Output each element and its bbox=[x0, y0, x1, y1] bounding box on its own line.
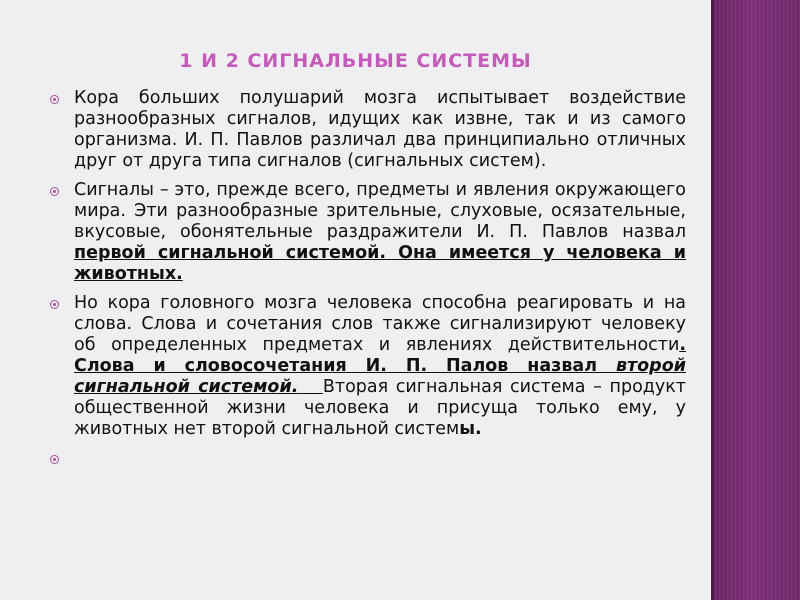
underlined-gap bbox=[298, 377, 323, 397]
bullet-text-3-dot: . bbox=[679, 335, 686, 355]
bullet-text-1: Кора больших полушарий мозга испытывает воздействие разнообразных сигналов, идущих как извне, так и из самого организма. И. П. Павлов различал два принципиально отличных друг от друга типа сигналов (сигнальных систем). bbox=[74, 88, 686, 171]
bullet-text-3: Но кора головного мозга человека способна реагировать и на слова. Слова и сочетания слов также сигнализируют человеку об определенных предметах и явлениях действительности bbox=[74, 293, 686, 355]
second-signal-system-intro: Слова и словосочетания И. П. Палов назвал bbox=[74, 356, 616, 376]
bullet-icon bbox=[50, 187, 59, 196]
bullet-item-2 bbox=[46, 180, 686, 285]
bullet-icon bbox=[50, 95, 59, 104]
first-signal-system-definition: первой сигнальной системой. Она имеется у человека и животных. bbox=[74, 243, 686, 284]
decorative-side-bar bbox=[711, 0, 800, 600]
bullet-text-3-tail-end: ы. bbox=[459, 419, 482, 439]
slide-title: 1 И 2 СИГНАЛЬНЫЕ СИСТЕМЫ bbox=[179, 50, 532, 72]
bullet-text-3-tail: Вторая сигнальная система – продукт общественной жизни человека и присуща только ему, у животных нет второй сигнальной систем bbox=[74, 377, 686, 439]
bullet-item-4 bbox=[46, 448, 686, 470]
bullet-item-3 bbox=[46, 293, 686, 440]
bullet-list bbox=[46, 88, 686, 478]
second-signal-system-term: второй сигнальной системой. bbox=[74, 356, 686, 397]
bullet-item-1 bbox=[46, 88, 686, 172]
bullet-text-2: Сигналы – это, прежде всего, предметы и явления окружающего мира. Эти разнообразные зрительные, слуховые, осязательные, вкусовые, обонятельные раздражители И. П. Павлов назвал bbox=[74, 180, 686, 242]
bullet-icon bbox=[50, 300, 59, 309]
bullet-icon bbox=[50, 455, 59, 464]
